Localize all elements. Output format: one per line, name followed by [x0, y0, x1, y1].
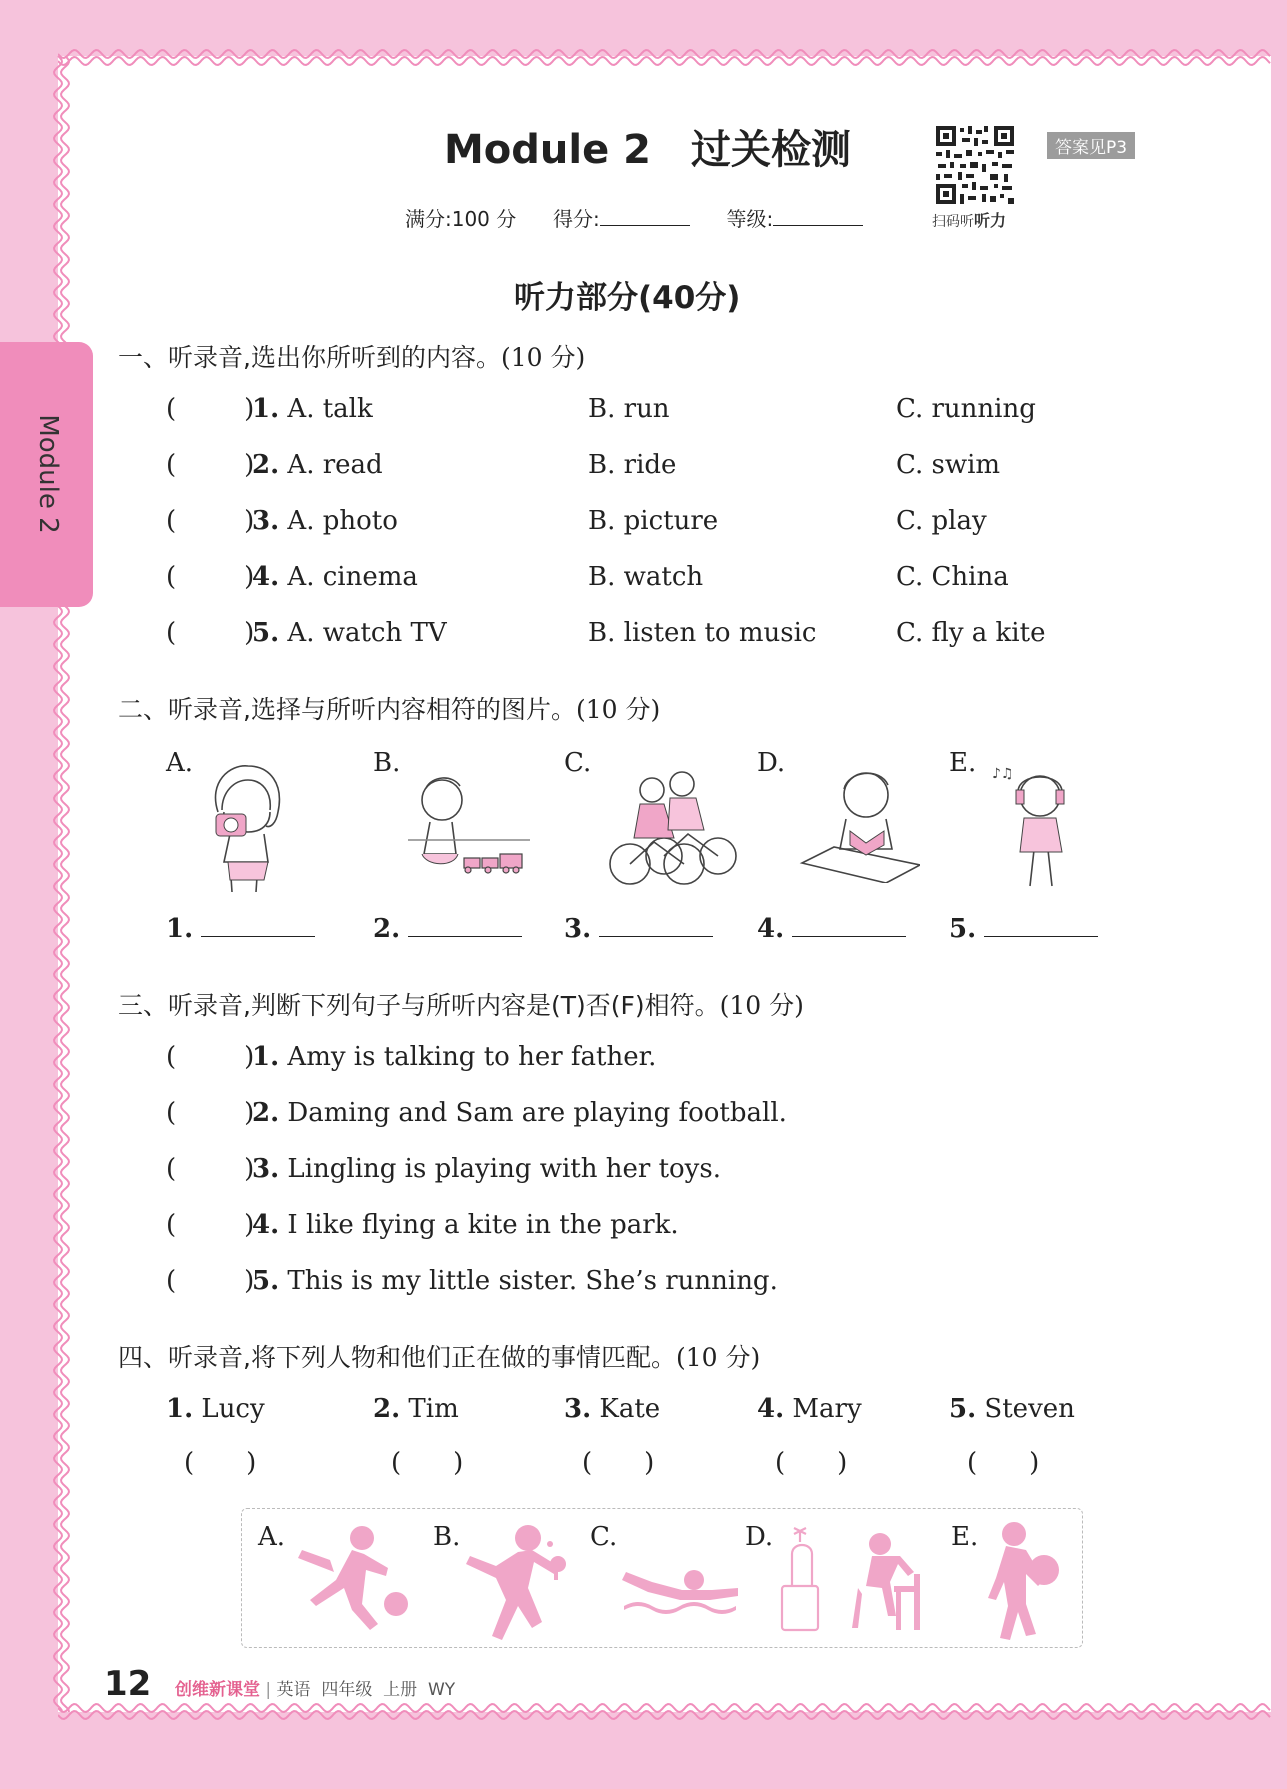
boy-toy-train-picture: [408, 770, 530, 885]
answer-parentheses[interactable]: ( ): [166, 562, 255, 592]
answer-parentheses[interactable]: ( ): [166, 394, 255, 424]
statement-text: 3. Lingling is playing with her toys.: [252, 1154, 721, 1184]
qr-code-icon[interactable]: [934, 124, 1016, 206]
grade-label: 等级:: [726, 207, 774, 231]
answer-parentheses[interactable]: ( ): [166, 450, 255, 480]
page-title: Module 2 过关检测: [444, 127, 851, 173]
score-blank[interactable]: [600, 225, 690, 226]
statement-text: 1. Amy is talking to her father.: [252, 1042, 657, 1072]
activity-letter: B.: [433, 1522, 461, 1552]
question-option-b: B. listen to music: [588, 618, 817, 648]
playing-table-tennis-figure: [462, 1518, 572, 1643]
question-option-a: 2. A. read: [252, 450, 383, 480]
question-option-c: C. fly a kite: [896, 618, 1046, 648]
activity-letter: C.: [590, 1522, 618, 1552]
question-option-b: B. ride: [588, 450, 677, 480]
listening-section-title: 听力部分(40分): [514, 280, 741, 316]
question-option-a: 5. A. watch TV: [252, 618, 447, 648]
person-name: 5. Steven: [949, 1394, 1075, 1424]
answer-blank[interactable]: 4.: [757, 914, 906, 944]
watering-plant-and-sitting-figure: [778, 1524, 928, 1636]
person-name: 1. Lucy: [166, 1394, 265, 1424]
score-label: 得分:: [553, 207, 600, 231]
picture-letter: C.: [564, 748, 592, 778]
activity-letter: A.: [258, 1522, 286, 1552]
question-option-c: C. swim: [896, 450, 1001, 480]
answer-parentheses[interactable]: ( ): [391, 1448, 464, 1478]
girl-camera-picture: [200, 762, 290, 897]
picture-letter: B.: [373, 748, 401, 778]
section3-heading: 三、听录音,判断下列句子与所听内容是(T)否(F)相符。(10 分): [118, 991, 804, 1020]
question-option-c: C. running: [896, 394, 1036, 424]
answer-parentheses[interactable]: ( ): [166, 1266, 255, 1296]
question-option-c: C. play: [896, 506, 987, 536]
grade-blank[interactable]: [773, 225, 863, 226]
answer-parentheses[interactable]: ( ): [967, 1448, 1040, 1478]
girl-listening-music-picture: [990, 762, 1090, 894]
picture-letter: A.: [166, 748, 194, 778]
answer-blank[interactable]: 1.: [166, 914, 315, 944]
answer-parentheses[interactable]: ( ): [166, 1042, 255, 1072]
qr-caption: 扫码听听力: [932, 211, 1007, 230]
answer-blank[interactable]: 5.: [949, 914, 1098, 944]
playing-football-figure: [290, 1520, 410, 1640]
playing-basketball-figure: [974, 1516, 1064, 1642]
page-number: 12: [104, 1664, 152, 1704]
statement-text: 5. This is my little sister. She’s running.: [252, 1266, 778, 1296]
question-option-a: 1. A. talk: [252, 394, 373, 424]
person-name: 3. Kate: [564, 1394, 661, 1424]
answer-key-badge[interactable]: 答案见P3: [1047, 132, 1135, 159]
boy-reading-picture: [794, 765, 920, 883]
section4-heading: 四、听录音,将下列人物和他们正在做的事情匹配。(10 分): [118, 1343, 761, 1372]
activity-letter: D.: [745, 1522, 774, 1552]
score-line: [405, 203, 863, 232]
module-side-tab: [0, 342, 93, 607]
section1-heading: 一、听录音,选出你所听到的内容。(10 分): [118, 343, 586, 372]
person-name: 2. Tim: [373, 1394, 459, 1424]
svg-text:♪♫: ♪♫: [992, 766, 1014, 782]
question-option-b: B. run: [588, 394, 670, 424]
section2-heading: 二、听录音,选择与所听内容相符的图片。(10 分): [118, 695, 661, 724]
answer-parentheses[interactable]: ( ): [582, 1448, 655, 1478]
question-option-a: 3. A. photo: [252, 506, 398, 536]
picture-letter: D.: [757, 748, 786, 778]
footer-brand: 创维新课堂: [175, 1680, 260, 1700]
answer-parentheses[interactable]: ( ): [166, 1210, 255, 1240]
answer-blank[interactable]: 2.: [373, 914, 522, 944]
footer-info: 创维新课堂 | 英语 四年级 上册 WY: [175, 1680, 456, 1700]
question-option-b: B. picture: [588, 506, 719, 536]
answer-parentheses[interactable]: ( ): [166, 506, 255, 536]
full-score: 满分:100 分: [405, 207, 517, 231]
kids-riding-bikes-picture: [604, 768, 744, 888]
person-name: 4. Mary: [757, 1394, 862, 1424]
swimming-figure: [622, 1546, 742, 1616]
question-option-a: 4. A. cinema: [252, 562, 418, 592]
answer-parentheses[interactable]: ( ): [166, 1098, 255, 1128]
picture-letter: E.: [949, 748, 977, 778]
answer-parentheses[interactable]: ( ): [184, 1448, 257, 1478]
statement-text: 2. Daming and Sam are playing football.: [252, 1098, 787, 1128]
question-option-c: C. China: [896, 562, 1009, 592]
answer-parentheses[interactable]: ( ): [775, 1448, 848, 1478]
answer-parentheses[interactable]: ( ): [166, 1154, 255, 1184]
question-option-b: B. watch: [588, 562, 704, 592]
answer-blank[interactable]: 3.: [564, 914, 713, 944]
activity-letter: E.: [951, 1522, 979, 1552]
statement-text: 4. I like flying a kite in the park.: [252, 1210, 679, 1240]
side-tab-label: Module 2: [33, 414, 63, 534]
answer-parentheses[interactable]: ( ): [166, 618, 255, 648]
